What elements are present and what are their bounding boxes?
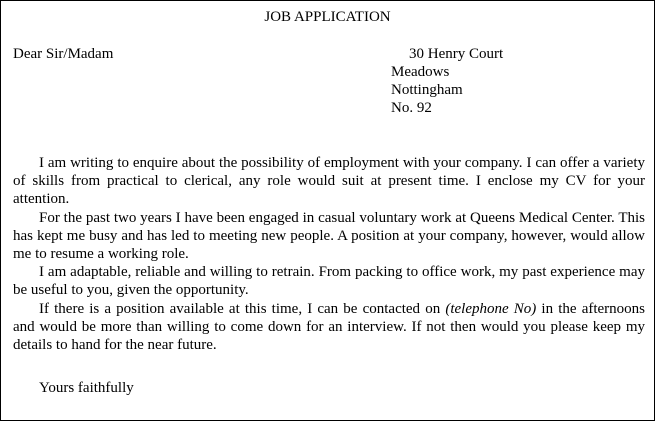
address-line-city: Nottingham <box>391 82 463 98</box>
contact-text-before: If there is a position available at this time, I can be contacted on <box>39 300 446 317</box>
paragraph-skills: I am adaptable, reliable and willing to retrain. From packing to office work, my past experience may be useful to you, given the opportunity. <box>13 264 645 299</box>
address-line-number: No. 92 <box>391 100 432 116</box>
salutation: Dear Sir/Madam <box>13 46 114 62</box>
contact-text-after: in the afternoons and would be more than willing to come down for an interview. If not then would you please keep my details to hand for the near future. <box>13 300 646 354</box>
sender-address <box>391 45 503 117</box>
document-title: JOB APPLICATION <box>264 9 391 25</box>
letter-body <box>13 154 645 354</box>
closing-line: Yours faithfully <box>39 380 134 396</box>
telephone-placeholder: (telephone No) <box>445 300 537 317</box>
address-line-street: 30 Henry Court <box>409 46 504 62</box>
paragraph-contact <box>13 300 645 355</box>
paragraph-enquiry: I am writing to enquire about the possibility of employment with your company. I can offer a variety of skills from practical to clerical, any role would suit at present time. I enclose my CV for your attention. <box>13 155 645 208</box>
address-line-district: Meadows <box>391 64 450 80</box>
paragraph-experience: For the past two years I have been engaged in casual voluntary work at Queens Medical Center. This has kept me busy and has led to meeting new people. A position at your company, however, would allow me to resume a working role. <box>13 209 645 263</box>
